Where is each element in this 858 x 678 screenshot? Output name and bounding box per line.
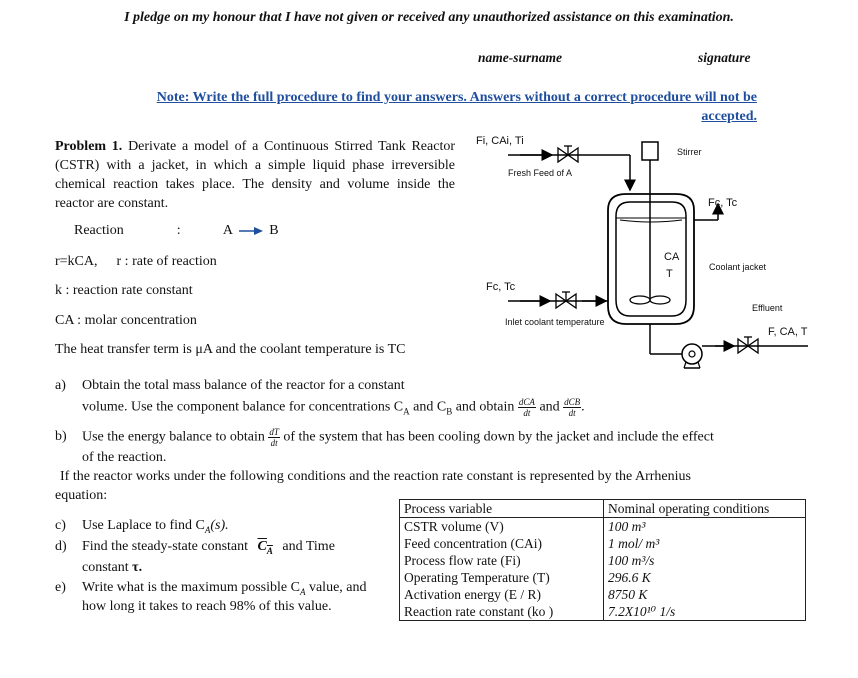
effluent-label: Effluent bbox=[752, 303, 783, 313]
conditions-table bbox=[399, 499, 806, 621]
table-cell: 100 m³/s bbox=[604, 552, 806, 569]
e-text2: value, and bbox=[305, 580, 367, 595]
table-header-cell: Nominal operating conditions bbox=[604, 500, 806, 518]
coolant-in-label: Fc, Tc bbox=[486, 281, 516, 293]
table-cell: Reaction rate constant (ko ) bbox=[400, 603, 604, 621]
ca-label: CA bbox=[664, 251, 680, 263]
t-label: T bbox=[666, 268, 673, 280]
table-row bbox=[400, 535, 806, 552]
table-row bbox=[400, 586, 806, 603]
stirrer-motor bbox=[642, 142, 658, 160]
inlet-coolant-label: Inlet coolant temperature bbox=[505, 317, 605, 327]
c-text: Use Laplace to find C bbox=[82, 518, 205, 533]
question-b-line1 bbox=[82, 427, 714, 448]
question-a-line1: Obtain the total mass balance of the reactor for a constant bbox=[82, 378, 405, 393]
question-b-line2: of the reaction. bbox=[82, 450, 167, 465]
rate-equation: r=kCA, bbox=[55, 254, 98, 269]
table-cell: 7.2X10¹⁰ 1/s bbox=[604, 603, 806, 621]
frac-dcb-dt: $\frac{\text{dCB}}{dt}$ bbox=[564, 397, 581, 418]
e-text1: Write what is the maximum possible C bbox=[82, 580, 300, 595]
d-line2: constant bbox=[82, 560, 133, 575]
table-row bbox=[400, 552, 806, 569]
a-and1: and C bbox=[409, 399, 447, 415]
a-end: . bbox=[581, 399, 585, 415]
table-cell: Activation energy (E / R) bbox=[400, 586, 604, 603]
table-header-cell: Process variable bbox=[400, 500, 604, 518]
note-text: Note: Write the full procedure to find your answers. Answers without a correct procedure will not be accepted. bbox=[156, 90, 757, 124]
coolant-valve-icon bbox=[556, 292, 576, 308]
coolant-out-label: Fc, Tc bbox=[708, 197, 738, 209]
reaction-arrow-icon bbox=[238, 226, 264, 236]
table-cell: 296.6 K bbox=[604, 569, 806, 586]
rate-line bbox=[55, 254, 217, 270]
signature-label: signature bbox=[698, 50, 751, 65]
table-cell: Operating Temperature (T) bbox=[400, 569, 604, 586]
d-text1: Find the steady-state constant bbox=[82, 539, 249, 554]
rate-definition: r : rate of reaction bbox=[116, 254, 217, 269]
a-sub-a: A bbox=[403, 406, 410, 417]
c-sub: A bbox=[204, 524, 211, 535]
problem-intro bbox=[55, 137, 455, 213]
feed-label: Fi, CAi, Ti bbox=[476, 135, 524, 147]
frac-dca-dt: $\frac{\text{dCA}}{dt}$ bbox=[518, 397, 535, 418]
cstr-diagram bbox=[470, 128, 830, 378]
heat-definition: The heat transfer term is μA and the coolant temperature is TC bbox=[55, 342, 406, 357]
stirrer-label: Stirrer bbox=[677, 147, 702, 157]
table-row bbox=[400, 518, 806, 536]
a-line2-post: and obtain bbox=[452, 399, 515, 415]
reaction-line bbox=[74, 223, 279, 239]
e-sub: A bbox=[299, 586, 306, 597]
c-arg: (s). bbox=[210, 518, 229, 533]
a-sub-b: B bbox=[446, 406, 453, 417]
name-label: name-surname bbox=[478, 50, 563, 65]
question-b-label: b) bbox=[55, 429, 67, 444]
table-row bbox=[400, 603, 806, 621]
coolant-jacket-label: Coolant jacket bbox=[709, 262, 767, 272]
reaction-lhs: A bbox=[222, 223, 233, 238]
question-c-label: c) bbox=[55, 518, 66, 533]
table-cell: Feed concentration (CAi) bbox=[400, 535, 604, 552]
pledge-text: I pledge on my honour that I have not given or received any unauthorized assistance on this examination. bbox=[124, 10, 734, 25]
table-cell: Process flow rate (Fi) bbox=[400, 552, 604, 569]
d-bar-ca: $C_A$ bbox=[257, 539, 273, 556]
conditions-line2: equation: bbox=[55, 488, 108, 503]
table-cell: CSTR volume (V) bbox=[400, 518, 604, 536]
question-a-label: a) bbox=[55, 378, 66, 393]
reaction-label: Reaction bbox=[74, 223, 124, 238]
reaction-rhs: B bbox=[269, 223, 279, 238]
d-tau: τ. bbox=[132, 560, 143, 575]
a-line2-pre: volume. Use the component balance for concentrations C bbox=[82, 399, 404, 415]
a-and2: and bbox=[539, 399, 560, 415]
table-row bbox=[400, 569, 806, 586]
table-header-row bbox=[400, 500, 806, 518]
question-a-line2 bbox=[82, 397, 585, 422]
ca-definition: CA : molar concentration bbox=[55, 313, 197, 328]
problem-intro-text: Derivate a model of a Continuous Stirred Tank Reactor (CSTR) with a jacket, in which a simple liquid phase irreversible chemical reaction takes place. The density and volume inside the reactor are constant. bbox=[55, 139, 455, 211]
table-cell: 1 mol/ m³ bbox=[604, 535, 806, 552]
feed-valve-icon bbox=[558, 146, 578, 162]
coolant-jacket bbox=[608, 194, 694, 324]
b-post: of the system that has been cooling down by the jacket and include the effect bbox=[283, 429, 714, 445]
reaction-sep: : bbox=[176, 223, 181, 238]
table-cell: 8750 K bbox=[604, 586, 806, 603]
question-e-label: e) bbox=[55, 580, 66, 595]
outlet-label: F, CA, T bbox=[768, 326, 808, 338]
fresh-feed-label: Fresh Feed of A bbox=[508, 168, 573, 178]
problem-label: Problem 1. bbox=[55, 139, 123, 154]
d-text2: and Time bbox=[282, 539, 335, 554]
table-cell: 100 m³ bbox=[604, 518, 806, 536]
question-e-line2: how long it takes to reach 98% of this value. bbox=[82, 599, 332, 614]
frac-dt-dt: $\frac{dT}{dt}$ bbox=[269, 427, 279, 448]
question-d-label: d) bbox=[55, 539, 67, 554]
question-d-line2 bbox=[82, 558, 142, 577]
pump-icon bbox=[682, 344, 702, 368]
conditions-line1: If the reactor works under the following conditions and the reaction rate constant is represented by the Arrhenius bbox=[60, 469, 691, 484]
k-definition: k : reaction rate constant bbox=[55, 283, 193, 298]
b-pre: Use the energy balance to obtain bbox=[82, 429, 265, 445]
outlet-valve-icon bbox=[738, 337, 758, 353]
